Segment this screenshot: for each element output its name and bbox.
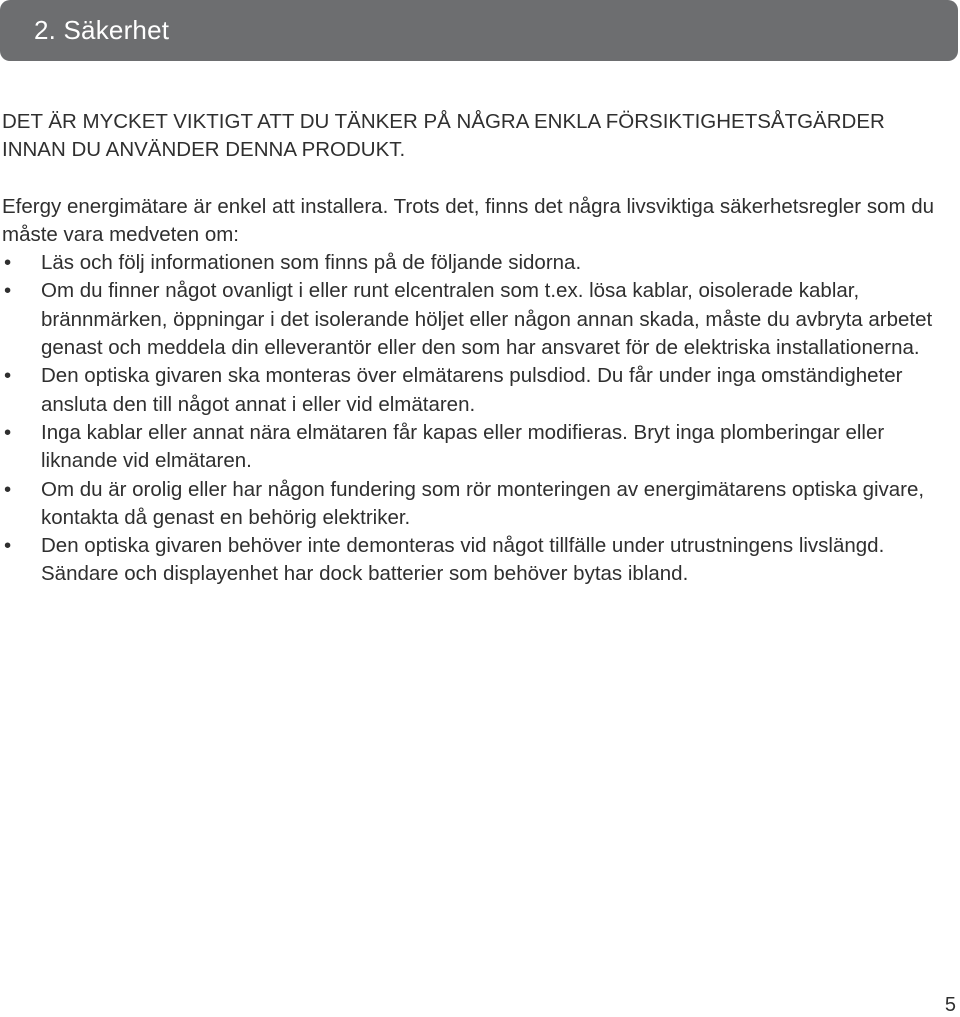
page-content [2, 108, 950, 589]
list-item [2, 532, 950, 589]
list-item [2, 476, 950, 533]
bullet-icon: • [4, 477, 12, 501]
list-item-text: Inga kablar eller annat nära elmätaren får kapas eller modifieras. Bryt inga plomberingar eller liknande vid elmätaren. [41, 420, 885, 473]
intro-paragraph: Efergy energimätare är enkel att installera. Trots det, finns det några livsviktiga säkerhetsregler som du måste vara medveten om: [2, 194, 935, 246]
list-item-text: Läs och följ informationen som finns på de följande sidorna. [41, 251, 582, 275]
bullet-icon: • [4, 534, 12, 558]
list-item [2, 362, 950, 419]
section-header-bar [0, 0, 958, 61]
safety-warning: DET ÄR MYCKET VIKTIGT ATT DU TÄNKER PÅ NÅGRA ENKLA FÖRSIKTIGHETSÅTGÄRDER INNAN DU ANVÄNDER DENNA PRODUKT. [2, 110, 885, 162]
list-item-text: Den optiska givaren behöver inte demonteras vid något tillfälle under utrustningens livslängd. Sändare och displayenhet har dock batterier som behöver bytas ibland. [41, 534, 885, 586]
bullet-icon: • [4, 364, 12, 388]
safety-rules-list [2, 249, 950, 589]
bullet-icon: • [4, 279, 12, 303]
bullet-icon: • [4, 251, 12, 275]
section-title: 2. Säkerhet [34, 15, 170, 45]
page-number: 5 [944, 994, 956, 1016]
list-item-text: Om du finner något ovanligt i eller runt elcentralen som t.ex. lösa kablar, oisolerade kablar, brännmärken, öppningar i det isolerande höljet eller någon annan skada, måste du avbryta arbetet genast och meddela din elleverantör eller den som har ansvaret för de elektriska installationerna. [41, 279, 933, 360]
list-item-text: Den optiska givaren ska monteras över elmätarens pulsdiod. Du får under inga omständigheter ansluta den till något annat i eller vid elmätaren. [41, 364, 903, 416]
list-item [2, 419, 950, 476]
bullet-icon: • [4, 420, 12, 444]
list-item-text: Om du är orolig eller har någon fundering som rör monteringen av energimätarens optiska givare, kontakta då genast en behörig elektriker. [41, 477, 925, 529]
list-item [2, 249, 950, 277]
list-item [2, 277, 950, 362]
